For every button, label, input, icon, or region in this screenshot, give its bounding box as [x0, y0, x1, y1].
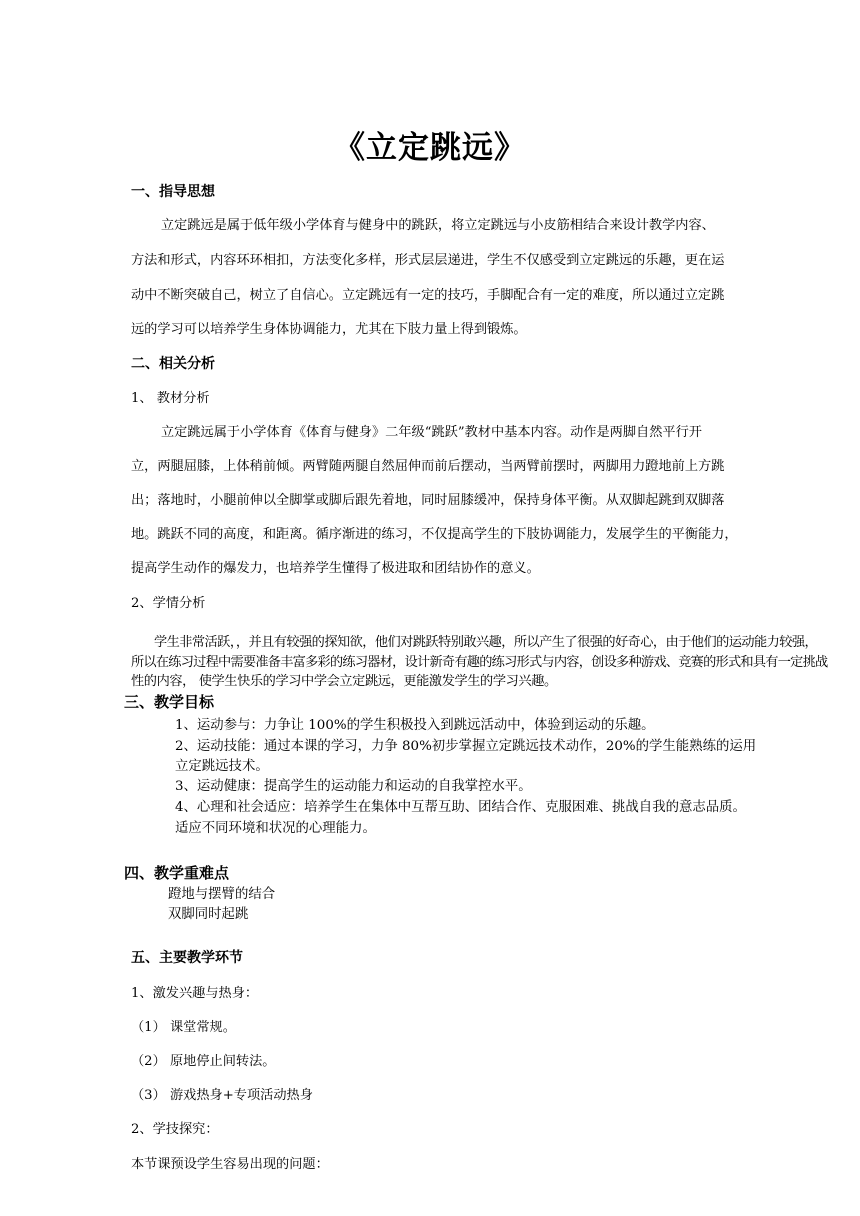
step-line: 1、激发兴趣与热身： [131, 986, 259, 1001]
step-line: （1） 课堂常规。 [131, 1020, 236, 1035]
heading-key-difficulties: 四、教学重难点 [124, 864, 230, 882]
paragraph-line: 立定跳远属于小学体育《体育与健身》二年级“跳跃”教材中基本内容。动作是两脚自然平行开 [161, 425, 702, 440]
paragraph-line: 地。跳跃不同的高度，和距离。循序渐进的练习，不仅提高学生的下肢协调能力，发展学生的平衡能力， [131, 527, 738, 542]
subheading-material-analysis: 1、 教材分析 [131, 391, 210, 406]
paragraph-line: 提高学生动作的爆发力，也培养学生懂得了极进取和团结协作的意义。 [131, 561, 540, 576]
subheading-student-analysis: 2、学情分析 [131, 596, 206, 611]
paragraph-line: 所以在练习过程中需要准备丰富多彩的练习器材，设计新奇有趣的练习形式与内容，创设多种游戏、竞赛的形式和具有一定挑战 [131, 655, 828, 670]
objective-line: 2、运动技能：通过本课的学习，力争 80%初步掌握立定跳远技术动作，20%的学生能熟练的运用 [175, 739, 757, 754]
paragraph-line: 立，两腿屈膝，上体稍前倾。两臂随两腿自然屈伸而前后摆动，当两臂前摆时，两脚用力蹬地前上方跳 [131, 459, 725, 474]
paragraph-line: 学生非常活跃，，并且有较强的探知欲，他们对跳跃特别敢兴趣，所以产生了很强的好奇心，由于他们的运动能力较强， [154, 635, 818, 650]
step-line: 2、学技探究： [131, 1122, 219, 1137]
objective-line: 3、运动健康：提高学生的运动能力和运动的自我掌控水平。 [175, 779, 532, 794]
paragraph-line: 远的学习可以培养学生身体协调能力，尤其在下肢力量上得到锻炼。 [131, 322, 527, 337]
page-title: 《立定跳远》 [334, 130, 526, 166]
objective-line: 1、运动参与：力争让 100%的学生积极投入到跳远活动中，体验到运动的乐趣。 [175, 718, 655, 733]
key-point-line: 蹬地与摆臂的结合 [168, 887, 276, 902]
paragraph-line: 性的内容， 使学生快乐的学习中学会立定跳远，更能激发学生的学习兴趣。 [131, 674, 557, 689]
heading-teaching-objectives: 三、教学目标 [124, 693, 215, 711]
step-line: （2） 原地停止间转法。 [131, 1054, 276, 1069]
paragraph-line: 出；落地时，小腿前伸以全脚掌或脚后跟先着地，同时屈膝缓冲，保持身体平衡。从双脚起跳到双脚落 [131, 493, 725, 508]
heading-guiding-idea: 一、指导思想 [131, 184, 215, 200]
step-line: 本节课预设学生容易出现的问题： [131, 1157, 329, 1172]
objective-line: 4、心理和社会适应：培养学生在集体中互帮互助、团结合作、克服困难、挑战自我的意志品质。 [175, 800, 746, 815]
key-point-line: 双脚同时起跳 [168, 907, 249, 922]
step-line: （3） 游戏热身+专项活动热身 [131, 1088, 313, 1103]
heading-main-teaching-steps: 五、主要教学环节 [131, 950, 243, 966]
objective-line: 适应不同环境和状况的心理能力。 [175, 821, 376, 836]
objective-line: 立定跳远技术。 [175, 759, 269, 774]
paragraph-line: 立定跳远是属于低年级小学体育与健身中的跳跃，将立定跳远与小皮筋相结合来设计教学内容、 [161, 218, 715, 233]
paragraph-line: 动中不断突破自己，树立了自信心。立定跳远有一定的技巧，手脚配合有一定的难度，所以通过立定跳 [131, 288, 725, 303]
paragraph-line: 方法和形式，内容环环相扣，方法变化多样，形式层层递进，学生不仅感受到立定跳远的乐趣，更在运 [131, 253, 725, 268]
heading-related-analysis: 二、相关分析 [131, 356, 215, 372]
